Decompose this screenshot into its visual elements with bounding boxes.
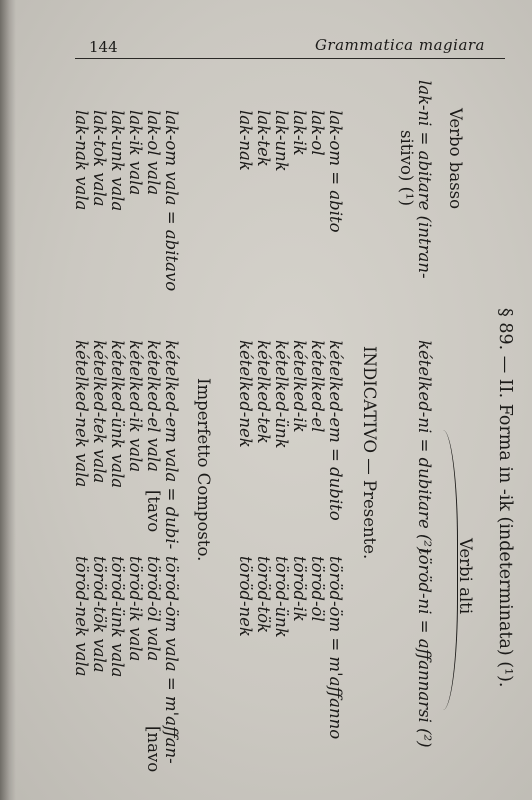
- imperfect-lak-4: lak-unk vala: [108, 110, 127, 212]
- imperfect-torod-4: töröd-ünk vala: [108, 556, 127, 678]
- present-ketelked-4: kételked-ünk: [272, 340, 291, 449]
- imperfect-torod-wrap: [navo: [144, 726, 163, 773]
- present-ketelked-6: kételked-nek: [236, 340, 255, 448]
- imperfect-ketelked-5: kételked-tek vala: [90, 340, 109, 484]
- heading-verbi-alti: Verbi alti: [456, 538, 475, 615]
- present-torod-3: töröd-ik: [290, 556, 309, 622]
- verbi-alti-brace: [443, 430, 458, 710]
- present-lak-6: lak-nak: [236, 110, 255, 171]
- present-heading: INDICATIVO — Presente.: [360, 346, 379, 560]
- present-lak-3: lak-ik: [290, 110, 309, 156]
- imperfect-torod-2: töröd-öl vala: [144, 556, 163, 662]
- imperfect-ketelked-4: kételked-ünk vala: [108, 340, 127, 489]
- present-lak-4: lak-unk: [272, 110, 291, 172]
- imperfect-ketelked-1: kételked-em vala = dubi-: [162, 340, 181, 550]
- imperfect-lak-2: lak-ol vala: [144, 110, 163, 196]
- imperfect-torod-3: töröd-ik vala: [126, 556, 145, 662]
- imperfect-ketelked-2: kételked-el vala: [144, 340, 163, 472]
- page-header: [75, 34, 505, 59]
- imperfect-lak-5: lak-tok vala: [90, 110, 109, 207]
- imperfect-lak-6: lak-nak vala: [72, 110, 91, 211]
- section-title: § 89. — II. Forma in -ik (indeterminata) (¹).: [495, 308, 515, 688]
- infinitive-ketelked: kételked-ni = dubitare (²): [415, 340, 434, 554]
- imperfect-lak-1: lak-om vala = abitavo: [162, 110, 181, 292]
- infinitive-torod: töröd-ni = affannarsi (²): [415, 548, 434, 748]
- imperfect-heading: Imperfetto Composto.: [194, 378, 213, 562]
- imperfect-ketelked-6: kételked-nek vala: [72, 340, 91, 488]
- present-torod-4: töröd-ünk: [272, 556, 291, 638]
- present-ketelked-3: kételked-ik: [290, 340, 309, 433]
- imperfect-ketelked-3: kételked-ik vala: [126, 340, 145, 473]
- present-torod-1: töröd-öm = m'affanno: [326, 556, 345, 740]
- imperfect-ketelked-wrap: [tavo: [144, 490, 163, 533]
- imperfect-torod-5: töröd-tök vala: [90, 556, 109, 673]
- present-torod-6: töröd-nek: [236, 556, 255, 637]
- present-ketelked-1: kételked-em = dubito: [326, 340, 345, 521]
- present-lak-5: lak-tek: [254, 110, 273, 167]
- running-title: Grammatica magiara: [314, 36, 485, 54]
- present-ketelked-2: kételked-el: [308, 340, 327, 433]
- infinitive-lak-cont: sitivo) (¹): [397, 130, 416, 207]
- imperfect-lak-3: lak-ik vala: [126, 110, 145, 196]
- infinitive-lak: lak-ni = abitare (intran-: [415, 80, 434, 279]
- page-edge-shadow: [0, 0, 16, 800]
- present-ketelked-5: kételked-tek: [254, 340, 273, 444]
- present-torod-2: töröd-öl: [308, 556, 327, 622]
- present-torod-5: töröd-tök: [254, 556, 273, 634]
- heading-verbo-basso: Verbo basso: [446, 108, 465, 210]
- present-lak-2: lak-ol: [308, 110, 327, 156]
- present-lak-1: lak-om = abito: [326, 110, 345, 233]
- page-number: 144: [89, 38, 118, 56]
- imperfect-torod-1: töröd-öm vala = m'affan-: [162, 556, 181, 764]
- rotated-conjugation-table: [72, 78, 518, 793]
- imperfect-torod-6: töröd-nek vala: [72, 556, 91, 677]
